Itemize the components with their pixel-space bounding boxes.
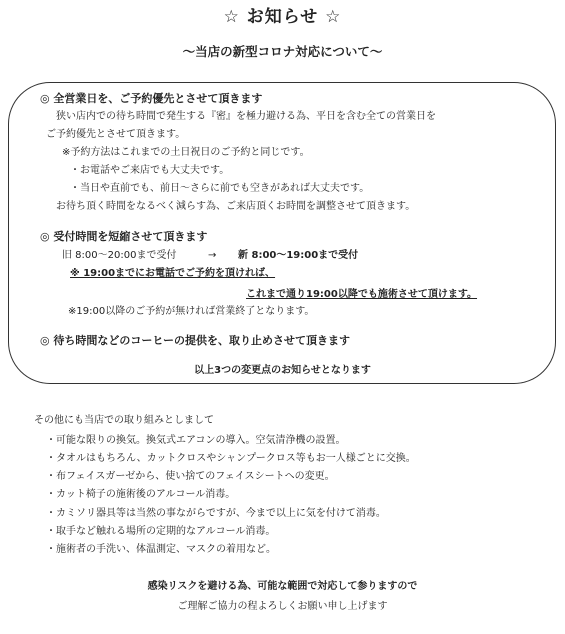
section1-note: ※予約方法はこれまでの土日祝日のご予約と同じです。 — [62, 147, 310, 158]
list-item: ・布フェイスガーゼから、使い捨てのフェイスシートへの変更。 — [46, 471, 335, 482]
other-intro: その他にも当店での取り組みとしまして — [34, 415, 214, 426]
section1-heading: ◎ 全営業日を、ご予約優先とさせて頂きます — [40, 92, 263, 105]
closing-line2: ご理解ご協力の程よろしくお願い申し上げます — [177, 601, 388, 612]
list-item: ・カミソリ器具等は当然の事ながらですが、今まで以上に気を付けて消毒。 — [46, 508, 386, 519]
section1-bullet1: ・お電話やご来店でも大丈夫です。 — [70, 165, 230, 176]
list-item: ・カット椅子の施術後のアルコール消毒。 — [46, 489, 236, 500]
section1-line3: お待ち頂く時間をなるべく減らす為、ご来店頂くお時間を調整させて頂きます。 — [56, 201, 416, 212]
page-subtitle: ～当店の新型コロナ対応について～ — [182, 44, 383, 59]
list-item: ・取手など触れる場所の定期的なアルコール消毒。 — [46, 526, 276, 537]
section1-line2: ご予約優先とさせて頂きます。 — [46, 129, 186, 140]
new-reception-time: 新 8:00～19:00まで受付 — [238, 250, 359, 261]
arrow-right-icon: → — [208, 250, 217, 261]
section2-emphasis1: ※ 19:00までにお電話でご予約を頂ければ、 — [70, 268, 276, 279]
list-item: ・タオルはもちろん、カットクロスやシャンプークロス等もお一人様ごとに交換。 — [46, 453, 416, 464]
section2-emphasis2: これまで通り19:00以降でも施術させて頂けます。 — [246, 289, 478, 300]
section1-bullet2: ・当日や直前でも、前日～さらに前でも空きがあれば大丈夫です。 — [70, 183, 370, 194]
section2-note: ※19:00以降のご予約が無ければ営業終了となります。 — [68, 306, 315, 317]
section2-heading: ◎ 受付時間を短縮させて頂きます — [40, 230, 208, 243]
list-item: ・施術者の手洗い、体温測定、マスクの着用など。 — [46, 544, 276, 555]
section3-heading: ◎ 待ち時間などのコーヒーの提供を、取り止めさせて頂きます — [40, 334, 350, 347]
box-footer: 以上3つの変更点のお知らせとなります — [194, 365, 371, 376]
old-reception-time: 旧 8:00～20:00まで受付 — [62, 250, 177, 261]
list-item: ・可能な限りの換気。換気式エアコンの導入。空気清浄機の設置。 — [46, 435, 346, 446]
closing-line1: 感染リスクを避ける為、可能な範囲で対応して参りますので — [147, 581, 418, 592]
section1-line1: 狭い店内での待ち時間で発生する『密』を極力避ける為、平日を含む全ての営業日を — [56, 111, 436, 122]
page-title: ☆ お知らせ ☆ — [223, 7, 342, 27]
